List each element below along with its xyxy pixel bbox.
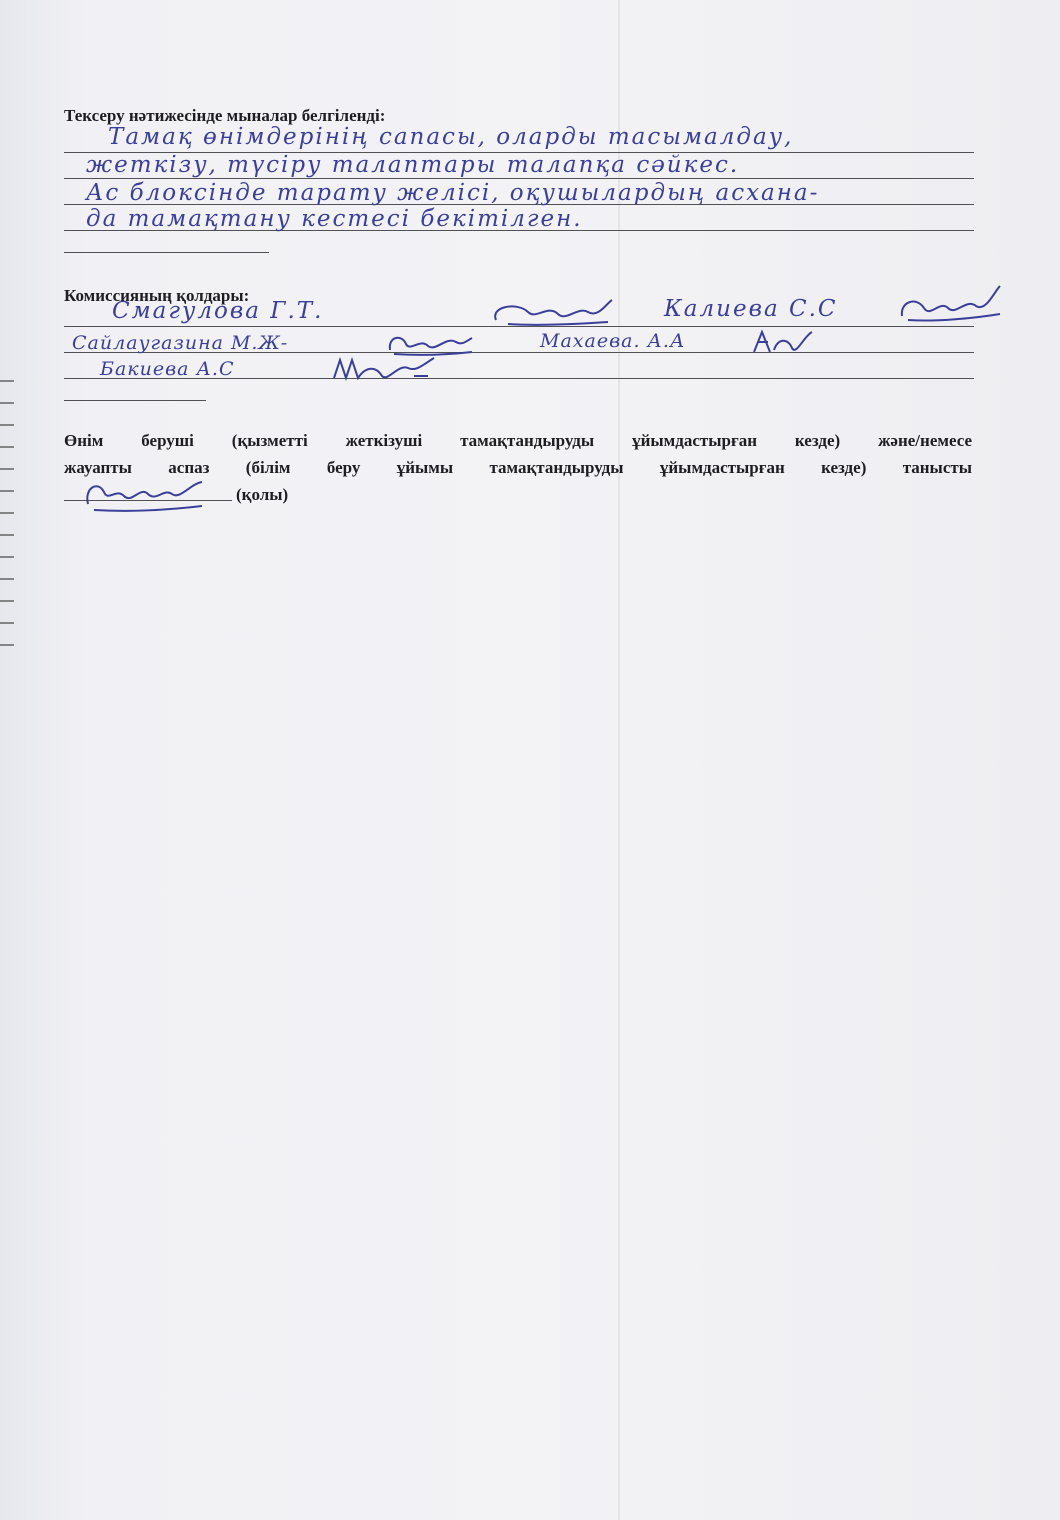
acknowledgment-signature [78,474,208,514]
signature-caption: (қолы) [236,485,289,504]
acknowledgment-line-1: Өнім беруші (қызметті жеткізуші тамақтандыруды ұйымдастырған кезде) және/немесе [64,431,972,450]
member-signature-2 [896,282,1006,326]
commission-heading: Комиссияның қолдары: [64,286,250,305]
findings-rule-5 [64,252,269,253]
member-signature-5 [330,354,440,384]
commission-member-name: Махаева. А.А [540,330,686,352]
findings-handwritten-line-3: Ас блоксінде тарату желісі, оқушылардың асхана- [86,180,820,206]
findings-handwritten-line-1: Тамақ өнімдерінің сапасы, оларды тасымалдау, [108,124,794,150]
commission-member-name: Бакиева А.С [100,358,235,380]
acknowledgment-line-2: жауапты аспаз (білім беру ұйымы тамақтандыруды ұйымдастырған кезде) танысты [64,458,972,477]
commission-rule-4 [64,400,206,401]
findings-handwritten-line-2: жеткізу, түсіру талаптары талапқа сәйкес. [86,152,740,178]
member-signature-4 [748,326,818,358]
commission-member-name: Калиева С.С [664,296,838,322]
fold-crease [618,0,620,1520]
findings-handwritten-line-4: да тамақтану кестесі бекітілген. [86,206,583,232]
member-signature-1 [488,296,618,332]
findings-heading: Тексеру нәтижесінде мыналар белгіленді: [64,106,386,125]
findings-rule-2 [64,178,974,179]
scan-edge-marks [0,380,14,660]
commission-member-name: Сайлаугазина М.Ж- [72,332,289,354]
commission-member-name: Смагулова Г.Т. [112,298,324,324]
